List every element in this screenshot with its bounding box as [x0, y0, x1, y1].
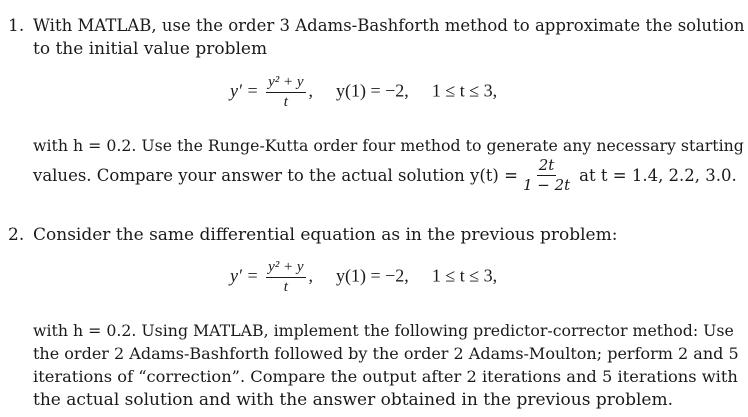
initial-condition: y(1) = −2, [336, 265, 409, 286]
fraction-numerator: y² + y [266, 75, 305, 93]
solution-fraction [521, 155, 572, 194]
fraction-denominator: t [283, 279, 288, 295]
equation-lhs: y′ = [230, 265, 259, 286]
solution-numerator: 2t [538, 155, 555, 174]
problem-2-line-1: Consider the same differential equation as in the previous problem: [33, 225, 618, 245]
initial-condition: y(1) = −2, [336, 80, 409, 101]
problem-1-line-2: to the initial value problem [33, 39, 268, 59]
problem-2-equation [230, 260, 497, 295]
problem-1-number: 1. [8, 16, 25, 36]
equation-lhs: y′ = [230, 80, 259, 101]
fraction-numerator: y² + y [266, 260, 305, 278]
equation-fraction [266, 260, 305, 295]
problem-1-equation [230, 75, 497, 110]
problem-1-line-1: With MATLAB, use the order 3 Adams-Bashforth method to approximate the solution [33, 16, 745, 35]
solution-denominator: 1 − 2t [522, 175, 571, 194]
problem-2-line-5: the actual solution and with the answer obtained in the previous problem. [33, 390, 674, 410]
equation-fraction [266, 75, 305, 110]
problem-2-line-3: the order 2 Adams-Bashforth followed by the order 2 Adams-Moulton; perform 2 and 5 [33, 344, 739, 363]
equation-separator: , [308, 265, 314, 286]
interval: 1 ≤ t ≤ 3, [431, 265, 498, 286]
interval: 1 ≤ t ≤ 3, [431, 80, 498, 101]
equation-separator: , [308, 80, 314, 101]
problem-2-line-2: with h = 0.2. Using MATLAB, implement the following predictor-corrector method: Use [33, 321, 734, 340]
solution-points: at t = 1.4, 2.2, 3.0. [579, 165, 737, 185]
problem-1-line-3: with h = 0.2. Use the Runge-Kutta order four method to generate any necessary starting [33, 136, 744, 155]
problem-1-line-4 [33, 153, 737, 197]
solution-intro: values. Compare your answer to the actual solution y(t) = [33, 165, 518, 185]
fraction-denominator: t [283, 94, 288, 110]
problem-2-number: 2. [8, 225, 25, 245]
problem-2-line-4: iterations of “correction”. Compare the output after 2 iterations and 5 iterations with [33, 367, 738, 386]
